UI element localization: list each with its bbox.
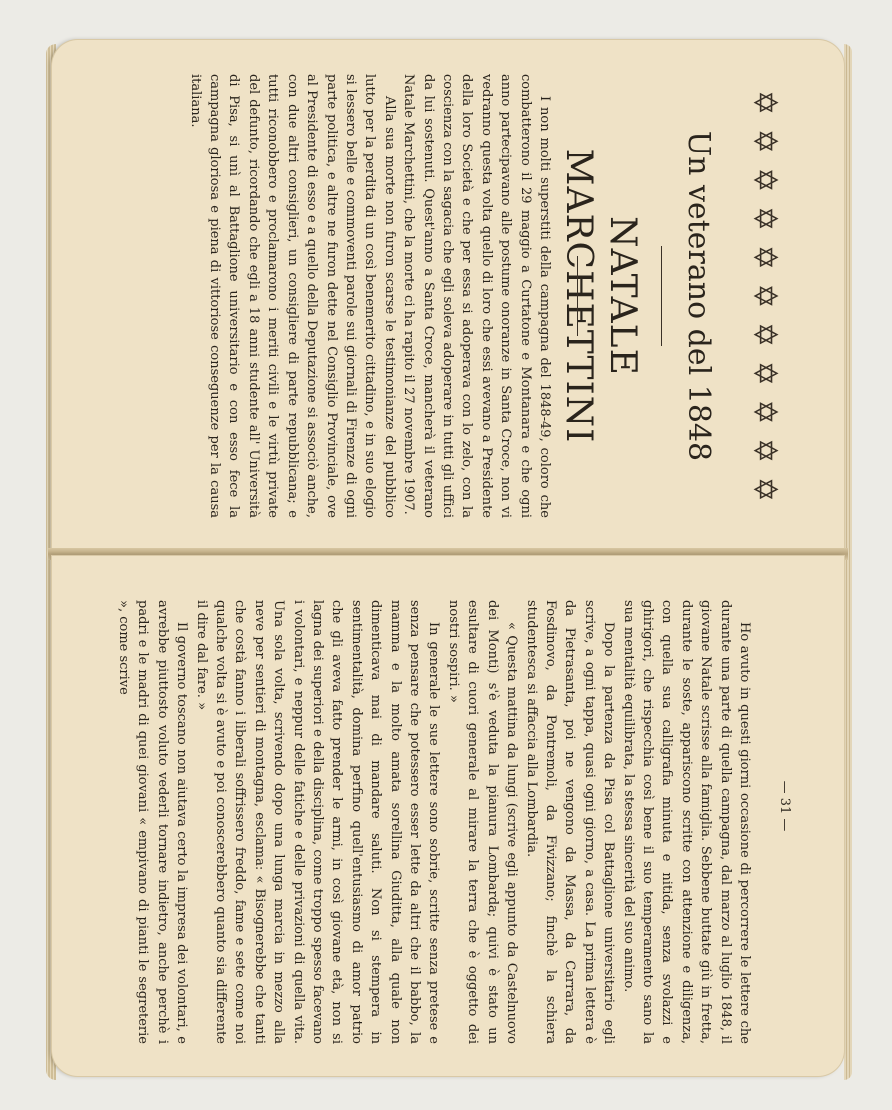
left-page-body	[185, 74, 554, 518]
right-page	[52, 556, 844, 1076]
paragraph: Il governo toscano non aiutava certo la impresa dei volontari, e avrebbe piuttosto voluto vederli tornare indietro, anche perchè i padri e le madri di quei giovani « empivano di pianti le segreterie », come scrive	[116, 600, 190, 1044]
left-page	[52, 40, 844, 552]
ornament-glyph: ✡	[745, 206, 785, 232]
paragraph: I non molti superstiti della campagna del 1848-49, coloro che combatterono il 29 maggio a Curtatone e Montanara e che ogni anno partecipavano alle postume onoranze in Santa Croce, non vi vedranno questa volta quello di loro che essi avevano a Presidente della loro Società e che per essa si adoperava con lo zelo, con la coscienza con la sagacia che egli soleva adoperare in tutti gli uffici da lui sostenuti. Quest'anno a Santa Croce, mancherà il veterano Natale Marchettini, che la morte ci ha rapito il 27 novembre 1907.	[401, 74, 552, 518]
ornament-glyph: ✡	[745, 399, 785, 425]
ornament-glyph: ✡	[745, 167, 785, 193]
paragraph: Ho avuto in questi giorni occasione di percorrere le lettere che durante una parte di quella campagna, dal marzo al luglio 1848, il giovane Natale scrisse alla famiglia. Sebbene buttate giù in fretta, durante le soste, appariscono scritte con attenzione e diligenza, con quella sua calligrafia minuta e nitida, senza svolazzi e ghirigori, che rispecchia così bene il suo temperamento sano la sua mentalità equilibrata, la stessa sincerità del suo animo.	[620, 600, 752, 1044]
paragraph: Dopo la partenza da Pisa col Battaglione universitario egli scrive, a ogni tappa, quasi ogni giorno, a casa. La prima lettera è da Pietrasanta, poi ne vengono da Massa, da Carrara, da Fosdinovo, da Pontremoli, da Fivizzano; finchè la schiera studentesca si affaccia alla Lombardia.	[523, 600, 617, 1044]
ornament-glyph: ✡	[745, 244, 785, 270]
ornamental-border	[745, 90, 785, 502]
right-page-body	[114, 600, 754, 1044]
page-number: — 31 —	[777, 780, 792, 832]
page-edges-top	[844, 44, 852, 1080]
ornament-glyph: ✡	[745, 90, 785, 116]
paragraph: « Questa mattina da lungi (scrive egli appunto da Castelnuovo dei Monti) s'è veduta la pianura Lombarda; quivi è stato un esultare di cuori generale al mirare la terra che è oggetto dei nostri sospiri. »	[445, 600, 520, 1044]
ornament-glyph: ✡	[745, 360, 785, 386]
paragraph: Alla sua morte non furon scarse le testimonianze del pubblico lutto per la perdita di un così benemerito cittadino, e in suo elogio si lessero belle e commoventi parole sui giornali di Firenze di ogni parte politica, e altre ne furon dette nel Consiglio Provinciale, ove al Presidente di esso e a quello della Deputazione si associò anche, con due altri consiglieri, un consigliere di parte repubblicana; e tutti riconobbero e proclamarono i meriti civili e le virtù private del defunto, ricordando che egli a 18 anni studente all' Università di Pisa, si unì al Battaglione universitario e con esso fece la campagna gloriosa e piena di vittoriose conseguenze per la causa italiana.	[187, 74, 397, 518]
subtitle-rule	[577, 256, 578, 336]
paragraph: In generale le sue lettere sono sobrie, scritte senza pretese e senza pensare che potessero esser lette da altri che il babbo, la mamma e la molto amata sorellina Giuditta, alla quale non dimenticava mai di mandare saluti. Non si stempera in sentimentalità, domina perfino quell'entusiasmo di amor patrio che gli aveva fatto prender le armi, in così giovane età, non si lagna dei superiori e della disciplina, come troppo spesso facevano i volontari, e neppur delle fatiche e delle privazioni di quella vita. Una sola volta, scrivendo dopo una lunga marcia in mezzo alla neve per sentieri di montagna, esclama: « Bisognerebbe che tanti che costà fanno i liberali soffrissero freddo, fame e sete come noi qualche volta si è avuto e poi conoscerebbero quanto sia differente il dire dal fare. »	[193, 600, 442, 1044]
title-rule	[661, 246, 662, 346]
ornament-glyph: ✡	[745, 438, 785, 464]
article-title: Un veterano del 1848	[681, 130, 716, 462]
ornament-glyph: ✡	[745, 322, 785, 348]
ornament-glyph: ✡	[745, 476, 785, 502]
article-subtitle: NATALE MARCHETTINI	[558, 148, 643, 444]
ornament-glyph: ✡	[745, 283, 785, 309]
ornament-glyph: ✡	[745, 128, 785, 154]
